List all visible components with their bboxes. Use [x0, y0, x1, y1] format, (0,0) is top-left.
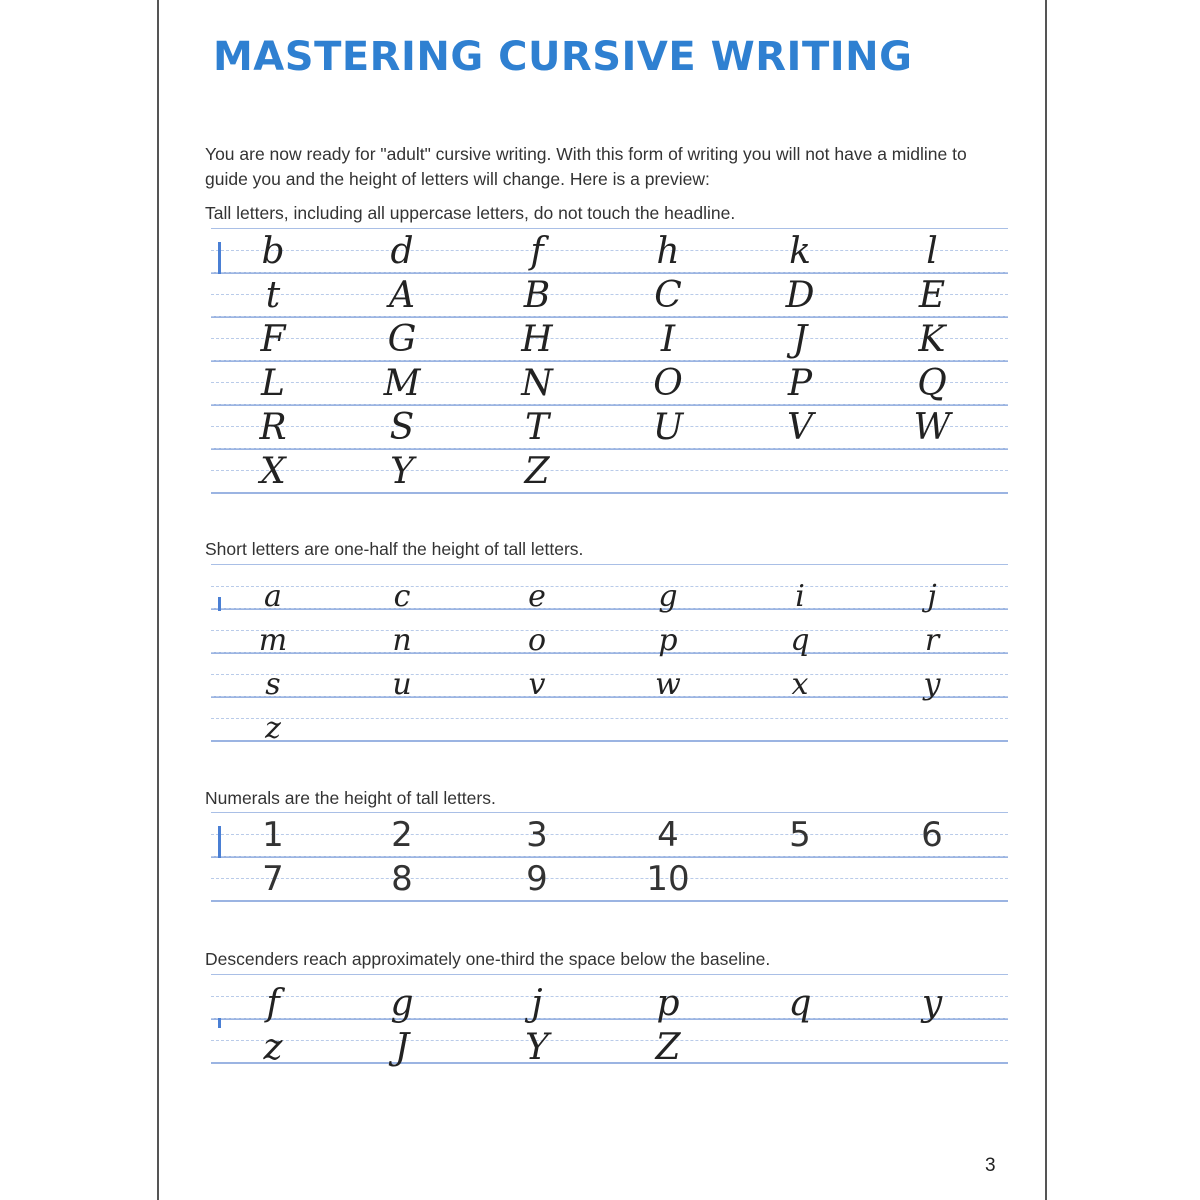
descenders-instruction: Descenders reach approximately one-third the space below the baseline. [205, 949, 771, 969]
short-glyph: i [795, 579, 805, 614]
row-start-marker [218, 597, 221, 611]
tall-glyph: I [660, 319, 676, 360]
ruling-headline [211, 448, 1008, 449]
tall-glyph: P [787, 363, 813, 404]
ruling-headline [211, 974, 1008, 975]
tall-glyph: l [926, 231, 938, 272]
short-glyph: s [265, 667, 281, 702]
tall-glyph: B [523, 275, 551, 316]
tall-glyph: Z [524, 451, 550, 492]
tall-glyph: Q [917, 363, 947, 404]
ruling-midline [211, 878, 1008, 879]
tall-glyph: A [389, 275, 415, 316]
descenders-glyph: y [921, 983, 943, 1024]
ruling-headline [211, 360, 1008, 361]
tall-glyph: h [656, 231, 680, 272]
short-glyph: g [658, 579, 678, 614]
descenders-glyph: p [656, 983, 680, 1024]
ruling-headline [211, 316, 1008, 317]
tall-glyph: N [521, 363, 553, 404]
tall-glyph: W [913, 407, 951, 448]
short-glyph: z [265, 711, 281, 746]
tall-glyph: Y [390, 451, 414, 492]
short-glyph: x [791, 667, 809, 702]
ruling-baseline [211, 740, 1008, 742]
tall-letters-practice-area [211, 228, 1008, 498]
numerals-glyph: 7 [262, 859, 284, 899]
tall-glyph: f [530, 231, 544, 272]
ruling-headline [211, 404, 1008, 405]
ruling-baseline [211, 1062, 1008, 1064]
descenders-glyph: q [788, 983, 812, 1024]
short-glyph: w [655, 667, 681, 702]
descenders-glyph: g [390, 983, 414, 1024]
intro-paragraph: You are now ready for "adult" cursive writing. With this form of writing you will not have a midline to guide you and the height of letters will change. Here is a preview: [205, 144, 967, 189]
row-start-marker [218, 242, 221, 274]
short-glyph: u [392, 667, 412, 702]
tall-letters-instruction: Tall letters, including all uppercase letters, do not touch the headline. [205, 203, 736, 223]
short-letters-practice-area [211, 564, 1008, 749]
ruling-headline [211, 272, 1008, 273]
tall-glyph: E [918, 275, 946, 316]
numerals-practice-area [211, 812, 1008, 907]
page-title: MASTERING CURSIVE WRITING [213, 34, 913, 80]
tall-glyph: K [918, 319, 946, 360]
descenders-glyph: j [531, 983, 543, 1024]
tall-glyph: F [260, 319, 286, 360]
tall-glyph: t [265, 275, 281, 316]
numerals-glyph: 6 [921, 815, 943, 855]
descenders-practice-area [211, 974, 1008, 1069]
ruling-midline [211, 718, 1008, 719]
page-number: 3 [985, 1155, 996, 1176]
tall-glyph: O [653, 363, 683, 404]
ruling-headline [211, 228, 1008, 229]
ruling-headline [211, 856, 1008, 857]
tall-glyph: H [521, 319, 553, 360]
short-glyph: c [393, 579, 411, 614]
numerals-instruction: Numerals are the height of tall letters. [205, 788, 496, 808]
numerals-glyph: 9 [526, 859, 548, 899]
short-glyph: e [528, 579, 546, 614]
numerals-glyph: 4 [657, 815, 679, 855]
ruling-midline [211, 470, 1008, 471]
descenders-glyph: J [394, 1027, 410, 1068]
descenders-glyph: Z [655, 1027, 681, 1068]
numerals-glyph: 3 [526, 815, 548, 855]
numerals-glyph: 10 [646, 859, 690, 899]
short-glyph: n [392, 623, 412, 658]
tall-glyph: U [652, 407, 684, 448]
numerals-glyph: 2 [391, 815, 413, 855]
tall-glyph: d [390, 231, 414, 272]
tall-glyph: X [260, 451, 286, 492]
tall-glyph: M [383, 363, 421, 404]
tall-glyph: C [654, 275, 682, 316]
short-glyph: a [264, 579, 282, 614]
row-start-marker [218, 1018, 221, 1028]
tall-glyph: G [387, 319, 417, 360]
short-glyph: j [927, 579, 937, 614]
tall-glyph: k [789, 231, 811, 272]
tall-glyph: S [389, 407, 415, 448]
tall-glyph: L [261, 363, 285, 404]
descenders-glyph: Y [525, 1027, 549, 1068]
short-glyph: y [923, 667, 941, 702]
ruling-baseline [211, 900, 1008, 902]
ruling-midline [211, 1040, 1008, 1041]
short-glyph: p [658, 623, 678, 658]
numerals-glyph: 1 [262, 815, 284, 855]
row-start-marker [218, 826, 221, 858]
short-glyph: m [258, 623, 288, 658]
tall-glyph: V [787, 407, 813, 448]
tall-glyph: T [524, 407, 549, 448]
numerals-glyph: 8 [391, 859, 413, 899]
tall-glyph: R [259, 407, 287, 448]
short-glyph: o [527, 623, 547, 658]
numerals-glyph: 5 [789, 815, 811, 855]
tall-glyph: J [792, 319, 808, 360]
short-glyph: v [528, 667, 546, 702]
ruling-headline [211, 564, 1008, 565]
tall-glyph: b [261, 231, 285, 272]
descenders-glyph: f [266, 983, 280, 1024]
short-glyph: q [790, 623, 810, 658]
descenders-glyph: z [263, 1027, 283, 1068]
short-letters-instruction: Short letters are one-half the height of tall letters. [205, 539, 584, 559]
ruling-headline [211, 812, 1008, 813]
tall-glyph: D [785, 275, 815, 316]
ruling-baseline [211, 492, 1008, 494]
short-glyph: r [924, 623, 940, 658]
